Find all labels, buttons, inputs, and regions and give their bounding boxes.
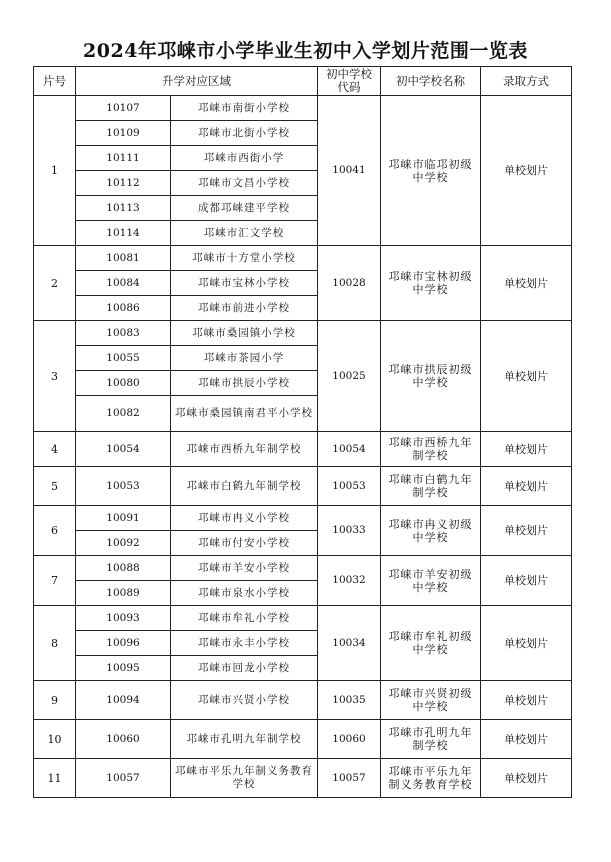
- admission-method: 单校划片: [481, 246, 572, 321]
- primary-school-name: 成都邛崃建平学校: [171, 196, 318, 221]
- pian-number: 9: [34, 681, 76, 720]
- table-header-row: [34, 67, 572, 96]
- middle-school-name: 邛崃市牟礼初级中学校: [381, 606, 481, 681]
- primary-school-code: 10107: [76, 96, 171, 121]
- pian-number: 11: [34, 759, 76, 798]
- primary-school-code: 10086: [76, 296, 171, 321]
- table-row: [34, 606, 572, 631]
- pian-number: 2: [34, 246, 76, 321]
- primary-school-name: 邛崃市文昌小学校: [171, 171, 318, 196]
- pian-number: 3: [34, 321, 76, 432]
- primary-school-code: 10054: [76, 432, 171, 467]
- primary-school-code: 10089: [76, 581, 171, 606]
- primary-school-code: 10088: [76, 556, 171, 581]
- primary-school-name: 邛崃市平乐九年制义务教育学校: [171, 759, 318, 798]
- pian-number: 10: [34, 720, 76, 759]
- table-row: [34, 467, 572, 506]
- primary-school-code: 10112: [76, 171, 171, 196]
- primary-school-name: 邛崃市茶园小学: [171, 346, 318, 371]
- pian-number: 7: [34, 556, 76, 606]
- pian-number: 4: [34, 432, 76, 467]
- admission-method: 单校划片: [481, 606, 572, 681]
- middle-school-code: 10060: [318, 720, 381, 759]
- primary-school-code: 10091: [76, 506, 171, 531]
- middle-school-name: 邛崃市白鹤九年制学校: [381, 467, 481, 506]
- primary-school-name: 邛崃市冉义小学校: [171, 506, 318, 531]
- admission-method: 单校划片: [481, 467, 572, 506]
- middle-school-name: 邛崃市宝林初级中学校: [381, 246, 481, 321]
- table-row: [34, 246, 572, 271]
- middle-school-code: 10041: [318, 96, 381, 246]
- enrollment-table: [33, 66, 572, 798]
- pian-number: 5: [34, 467, 76, 506]
- pian-number: 8: [34, 606, 76, 681]
- table-row: [34, 96, 572, 121]
- header-mid-name: 初中学校名称: [381, 67, 481, 96]
- middle-school-name: 邛崃市羊安初级中学校: [381, 556, 481, 606]
- primary-school-code: 10095: [76, 656, 171, 681]
- primary-school-code: 10081: [76, 246, 171, 271]
- primary-school-code: 10093: [76, 606, 171, 631]
- primary-school-name: 邛崃市汇文学校: [171, 221, 318, 246]
- primary-school-code: 10113: [76, 196, 171, 221]
- primary-school-code: 10060: [76, 720, 171, 759]
- primary-school-name: 邛崃市西街小学: [171, 146, 318, 171]
- middle-school-code: 10025: [318, 321, 381, 432]
- admission-method: 单校划片: [481, 506, 572, 556]
- primary-school-code: 10082: [76, 396, 171, 432]
- middle-school-code: 10054: [318, 432, 381, 467]
- primary-school-code: 10084: [76, 271, 171, 296]
- primary-school-name: 邛崃市西桥九年制学校: [171, 432, 318, 467]
- admission-method: 单校划片: [481, 759, 572, 798]
- table-row: [34, 759, 572, 798]
- header-area: 升学对应区域: [76, 67, 318, 96]
- header-method: 录取方式: [481, 67, 572, 96]
- middle-school-code: 10028: [318, 246, 381, 321]
- primary-school-code: 10057: [76, 759, 171, 798]
- primary-school-code: 10080: [76, 371, 171, 396]
- middle-school-code: 10032: [318, 556, 381, 606]
- admission-method: 单校划片: [481, 556, 572, 606]
- table-row: [34, 681, 572, 720]
- primary-school-name: 邛崃市十方堂小学校: [171, 246, 318, 271]
- middle-school-name: 邛崃市平乐九年制义务教育学校: [381, 759, 481, 798]
- primary-school-name: 邛崃市前进小学校: [171, 296, 318, 321]
- primary-school-name: 邛崃市宝林小学校: [171, 271, 318, 296]
- primary-school-name: 邛崃市桑园镇南君平小学校: [171, 396, 318, 432]
- primary-school-code: 10092: [76, 531, 171, 556]
- primary-school-code: 10096: [76, 631, 171, 656]
- middle-school-name: 邛崃市西桥九年制学校: [381, 432, 481, 467]
- primary-school-name: 邛崃市羊安小学校: [171, 556, 318, 581]
- admission-method: 单校划片: [481, 681, 572, 720]
- primary-school-name: 邛崃市付安小学校: [171, 531, 318, 556]
- middle-school-code: 10057: [318, 759, 381, 798]
- primary-school-name: 邛崃市牟礼小学校: [171, 606, 318, 631]
- admission-method: 单校划片: [481, 321, 572, 432]
- primary-school-name: 邛崃市白鹤九年制学校: [171, 467, 318, 506]
- primary-school-name: 邛崃市回龙小学校: [171, 656, 318, 681]
- primary-school-code: 10053: [76, 467, 171, 506]
- page-title: 2024年邛崃市小学毕业生初中入学划片范围一览表: [83, 40, 528, 62]
- primary-school-code: 10109: [76, 121, 171, 146]
- admission-method: 单校划片: [481, 720, 572, 759]
- middle-school-code: 10035: [318, 681, 381, 720]
- primary-school-name: 邛崃市拱辰小学校: [171, 371, 318, 396]
- middle-school-name: 邛崃市临邛初级中学校: [381, 96, 481, 246]
- pian-number: 1: [34, 96, 76, 246]
- middle-school-code: 10053: [318, 467, 381, 506]
- table-row: [34, 432, 572, 467]
- primary-school-code: 10083: [76, 321, 171, 346]
- admission-method: 单校划片: [481, 96, 572, 246]
- primary-school-code: 10114: [76, 221, 171, 246]
- middle-school-code: 10033: [318, 506, 381, 556]
- pian-number: 6: [34, 506, 76, 556]
- primary-school-code: 10094: [76, 681, 171, 720]
- primary-school-name: 邛崃市泉水小学校: [171, 581, 318, 606]
- primary-school-name: 邛崃市孔明九年制学校: [171, 720, 318, 759]
- middle-school-name: 邛崃市兴贤初级中学校: [381, 681, 481, 720]
- primary-school-name: 邛崃市兴贤小学校: [171, 681, 318, 720]
- primary-school-code: 10111: [76, 146, 171, 171]
- middle-school-name: 邛崃市孔明九年制学校: [381, 720, 481, 759]
- header-pian: 片号: [34, 67, 76, 96]
- table-body: [34, 96, 572, 798]
- middle-school-code: 10034: [318, 606, 381, 681]
- table-row: [34, 720, 572, 759]
- primary-school-name: 邛崃市南街小学校: [171, 96, 318, 121]
- primary-school-code: 10055: [76, 346, 171, 371]
- header-mid-code: 初中学校代码: [318, 67, 381, 96]
- table-row: [34, 321, 572, 346]
- primary-school-name: 邛崃市永丰小学校: [171, 631, 318, 656]
- primary-school-name: 邛崃市北街小学校: [171, 121, 318, 146]
- table-row: [34, 506, 572, 531]
- middle-school-name: 邛崃市冉义初级中学校: [381, 506, 481, 556]
- admission-method: 单校划片: [481, 432, 572, 467]
- primary-school-name: 邛崃市桑园镇小学校: [171, 321, 318, 346]
- middle-school-name: 邛崃市拱辰初级中学校: [381, 321, 481, 432]
- table-row: [34, 556, 572, 581]
